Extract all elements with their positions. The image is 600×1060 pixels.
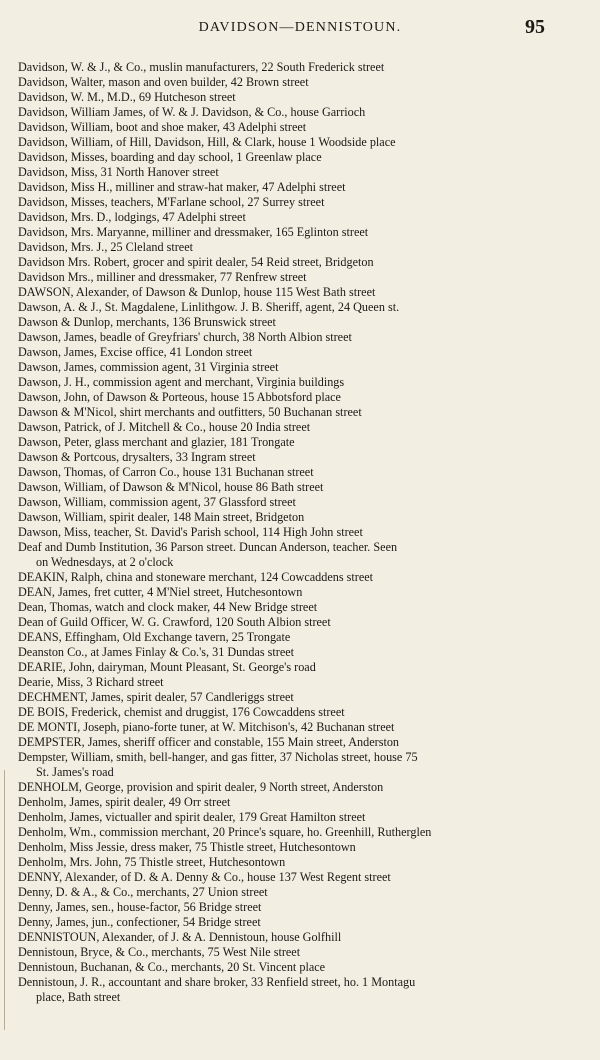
directory-entry: Dawson, Miss, teacher, St. David's Parish school, 114 High John street [18,525,363,539]
directory-entry: St. James's road [36,765,114,779]
directory-entry: Deaf and Dumb Institution, 36 Parson street. Duncan Anderson, teacher. Seen [18,540,398,554]
directory-entry: Denholm, James, spirit dealer, 49 Orr street [18,795,231,809]
directory-entry: DENNISTOUN, Alexander, of J. & A. Dennistoun, house Golfhill [18,930,342,944]
directory-entry: Dawson, James, Excise office, 41 London street [18,345,253,359]
running-head: DAVIDSON—DENNISTOUN. [198,20,402,35]
directory-entry: Dawson, Peter, glass merchant and glazier, 181 Trongate [18,435,295,449]
directory-entry: Davidson, Misses, teachers, M'Farlane school, 27 Surrey street [18,195,325,209]
directory-entries [18,60,566,1005]
directory-entry: DAWSON, Alexander, of Dawson & Dunlop, house 115 West Bath street [18,285,376,299]
directory-entry: Dawson, John, of Dawson & Porteous, house 15 Abbotsford place [18,390,341,404]
directory-entry: Dawson & M'Nicol, shirt merchants and outfitters, 50 Buchanan street [18,405,362,419]
directory-entry: Denholm, Miss Jessie, dress maker, 75 Thistle street, Hutchesontown [18,840,356,854]
directory-entry: DEAN, James, fret cutter, 4 M'Niel street, Hutchesontown [18,585,303,599]
directory-entry: Davidson, William, of Hill, Davidson, Hill, & Clark, house 1 Woodside place [18,135,396,149]
directory-entry: Dempster, William, smith, bell-hanger, and gas fitter, 37 Nicholas street, house 75 [18,750,418,764]
directory-entry: place, Bath street [36,990,121,1004]
directory-entry: DEARIE, John, dairyman, Mount Pleasant, St. George's road [18,660,316,674]
directory-entry: Denny, James, jun., confectioner, 54 Bridge street [18,915,261,929]
directory-entry: Dawson, Thomas, of Carron Co., house 131 Buchanan street [18,465,314,479]
directory-entry: DE MONTI, Joseph, piano-forte tuner, at W. Mitchison's, 42 Buchanan street [18,720,395,734]
directory-entry: Denholm, Wm., commission merchant, 20 Prince's square, ho. Greenhill, Rutherglen [18,825,432,839]
directory-entry: Davidson, Miss, 31 North Hanover street [18,165,219,179]
directory-entry: DEMPSTER, James, sheriff officer and constable, 155 Main street, Anderston [18,735,400,749]
directory-entry: Davidson, William, boot and shoe maker, 43 Adelphi street [18,120,307,134]
directory-entry: Dawson, William, of Dawson & M'Nicol, house 86 Bath street [18,480,324,494]
directory-entry: DECHMENT, James, spirit dealer, 57 Candleriggs street [18,690,294,704]
directory-entry: Davidson, William James, of W. & J. Davidson, & Co., house Garrioch [18,105,366,119]
directory-entry: Davidson, Mrs. J., 25 Cleland street [18,240,194,254]
directory-entry: Denny, D. & A., & Co., merchants, 27 Union street [18,885,268,899]
directory-entry: Dearie, Miss, 3 Richard street [18,675,164,689]
margin-rule [4,770,5,1030]
directory-entry: Davidson, W. M., M.D., 69 Hutcheson street [18,90,236,104]
directory-entry: Davidson Mrs., milliner and dressmaker, 77 Renfrew street [18,270,307,284]
page-number: 95 [525,16,545,38]
directory-entry: DE BOIS, Frederick, chemist and druggist, 176 Cowcaddens street [18,705,345,719]
directory-entry: DEAKIN, Ralph, china and stoneware merchant, 124 Cowcaddens street [18,570,374,584]
directory-entry: Dawson, James, beadle of Greyfriars' church, 38 North Albion street [18,330,352,344]
directory-entry: Dawson, J. H., commission agent and merchant, Virginia buildings [18,375,345,389]
directory-entry: Dawson, James, commission agent, 31 Virginia street [18,360,279,374]
directory-entry: Dawson, A. & J., St. Magdalene, Linlithgow. J. B. Sheriff, agent, 24 Queen st. [18,300,400,314]
directory-entry: DEANS, Effingham, Old Exchange tavern, 25 Trongate [18,630,291,644]
directory-entry: Dennistoun, Bryce, & Co., merchants, 75 West Nile street [18,945,301,959]
directory-entry: on Wednesdays, at 2 o'clock [36,555,174,569]
directory-entry: Dean of Guild Officer, W. G. Crawford, 120 South Albion street [18,615,331,629]
directory-entry: DENNY, Alexander, of D. & A. Denny & Co., house 137 West Regent street [18,870,391,884]
directory-entry: Davidson, Miss H., milliner and straw-hat maker, 47 Adelphi street [18,180,346,194]
directory-entry: Dawson, William, spirit dealer, 148 Main street, Bridgeton [18,510,305,524]
directory-entry: Dawson, Patrick, of J. Mitchell & Co., house 20 India street [18,420,311,434]
directory-entry: Davidson, Mrs. Maryanne, milliner and dressmaker, 165 Eglinton street [18,225,369,239]
directory-entry: Dawson & Portcous, drysalters, 33 Ingram street [18,450,256,464]
directory-entry: Davidson Mrs. Robert, grocer and spirit dealer, 54 Reid street, Bridgeton [18,255,374,269]
directory-entry: Dawson, William, commission agent, 37 Glassford street [18,495,296,509]
directory-entry: Dennistoun, Buchanan, & Co., merchants, 20 St. Vincent place [18,960,326,974]
directory-entry: Davidson, Misses, boarding and day school, 1 Greenlaw place [18,150,322,164]
directory-entry: Davidson, Walter, mason and oven builder, 42 Brown street [18,75,309,89]
directory-entry: Denholm, Mrs. John, 75 Thistle street, Hutchesontown [18,855,286,869]
directory-entry: Denny, James, sen., house-factor, 56 Bridge street [18,900,262,914]
page-header [0,14,600,44]
directory-entry: Dennistoun, J. R., accountant and share broker, 33 Renfield street, ho. 1 Montagu [18,975,416,989]
directory-entry: Davidson, Mrs. D., lodgings, 47 Adelphi street [18,210,246,224]
directory-entry: Denholm, James, victualler and spirit dealer, 179 Great Hamilton street [18,810,366,824]
directory-entry: Dean, Thomas, watch and clock maker, 44 New Bridge street [18,600,318,614]
directory-entry: Deanston Co., at James Finlay & Co.'s, 31 Dundas street [18,645,295,659]
directory-entry: DENHOLM, George, provision and spirit dealer, 9 North street, Anderston [18,780,384,794]
directory-entry: Dawson & Dunlop, merchants, 136 Brunswick street [18,315,276,329]
directory-entry: Davidson, W. & J., & Co., muslin manufacturers, 22 South Frederick street [18,60,385,74]
